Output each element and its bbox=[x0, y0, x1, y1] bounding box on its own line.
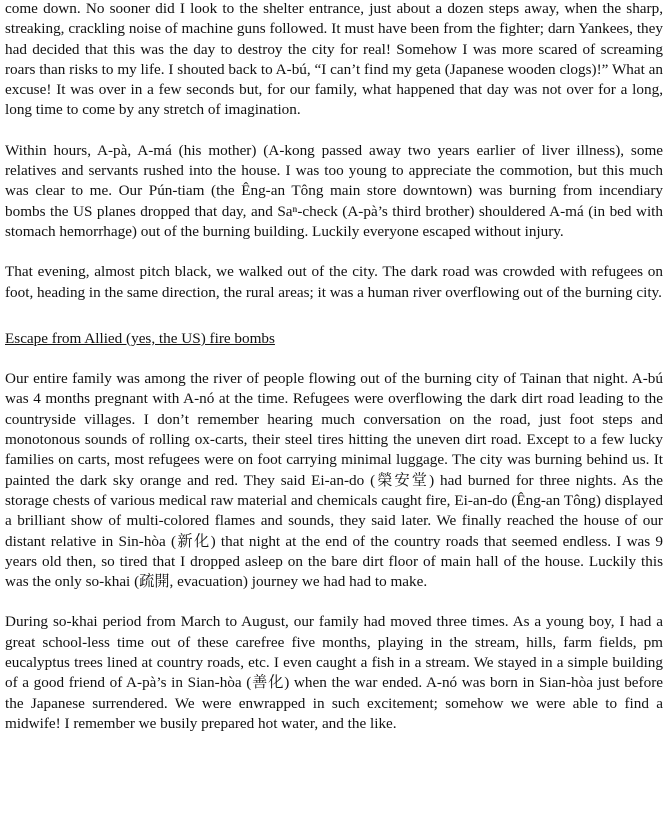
section-heading: Escape from Allied (yes, the US) fire bombs bbox=[5, 329, 275, 347]
paragraph-shelter: come down. No sooner did I look to the shelter entrance, just about a dozen steps away, when the sharp, streaking, crackling noise of machine guns followed. It must have been from the fighter; darn Yankees, they had decided that this was the day to destroy the city for real! Somehow I was more scared of screaming roars than risks to my life. I shouted back to A-bú, “I can’t find my geta (Japanese wooden clogs)!” What an excuse! It was over in a few seconds but, for our family, what happened that day was not over for a long, long time to come by any stretch of imagination. bbox=[5, 0, 663, 119]
paragraph-relatives-arrive: Within hours, A-pà, A-má (his mother) (A-kong passed away two years earlier of liver illness), some relatives and servants rushed into the house. I was too young to appreciate the commotion, but this much was clear to me. Our Pún-tiam (the Êng-an Tông main store downtown) was burning from incendiary bombs the US planes dropped that day, and Saⁿ-check (A-pà’s third brother) shouldered A-má (in bed with stomach hemorrhage) out of the burning building. Luckily everyone escaped without injury. bbox=[5, 141, 663, 240]
document-page bbox=[5, 0, 663, 754]
paragraph-so-khai-period: During so-khai period from March to August, our family had moved three times. As a young boy, I had a great school-less time out of these carefree five months, playing in the stream, hills, farm fields, pm eucalyptus trees lined at country roads, etc. I even caught a fish in a stream. We stayed in a simple building of a good friend of A-pà’s in Sian-hòa (善化) when the war ended. A-nó was born in Sian-hòa just before the Japanese surrendered. We were enwrapped in such excitement; somehow we were able to find a midwife! I remember we busily prepared hot water, and the like. bbox=[5, 613, 663, 732]
paragraph-refugee-river: Our entire family was among the river of people flowing out of the burning city of Tainan that night. A-bú was 4 months pregnant with A-nó at the time. Refugees were overflowing the dark dirt road leading to the countryside villages. I don’t remember hearing much conversation on the road, just foot steps and monotonous sounds of rolling ox-carts, their steel tires hitting the uneven dirt road. Except to a few lucky families on carts, most refugees were on foot carrying minimal luggage. The city was burning behind us. It painted the dark sky orange and red. They said Ei-an-do (榮安堂) had burned for three nights. As the storage chests of various medical raw material and chemicals caught fire, Ei-an-do (Êng-an Tông) displayed a brilliant show of multi-colored flames and sounds, they said later. We finally reached the house of our distant relative in Sin-hòa (新化) that night at the end of the country roads that seemed endless. I was 9 years old then, so tired that I dropped asleep on the bare dirt floor of main hall of the house. Luckily this was the only so-khai (疏開, evacuation) journey we had had to make. bbox=[5, 370, 663, 591]
paragraph-evening-walk: That evening, almost pitch black, we walked out of the city. The dark road was crowded with refugees on foot, heading in the same direction, the rural areas; it was a human river overflowing out of the burning city. bbox=[5, 263, 663, 301]
